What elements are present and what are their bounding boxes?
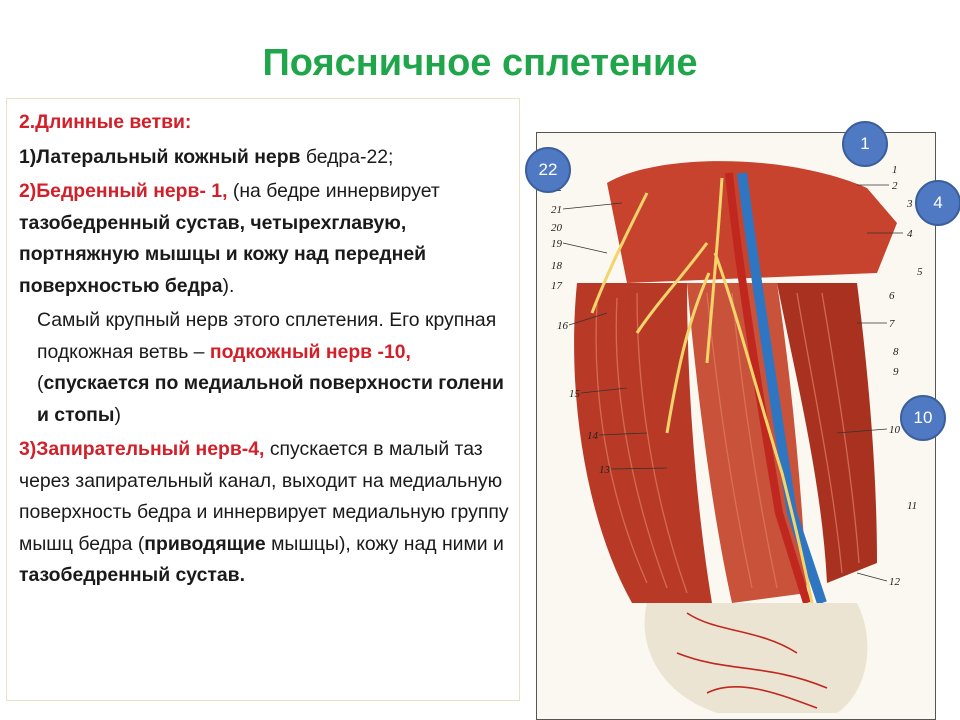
- slide-title: Поясничное сплетение: [262, 42, 698, 84]
- callout-badge-4: 4: [915, 180, 960, 226]
- fig-label-16: 16: [557, 320, 568, 332]
- fig-label-17: 17: [551, 280, 562, 292]
- fig-label-7: 7: [889, 318, 895, 330]
- paragraph-saphenous: Самый крупный нерв этого сплетения. Его крупная подкожная ветвь – подкожный нерв -10, (спускается по медиальной поверхности голени и стопы): [37, 309, 504, 426]
- fig-label-1: 1: [892, 164, 898, 176]
- callout-badge-1: 1: [842, 121, 888, 167]
- fig-label-21: 21: [551, 204, 562, 216]
- fig-label-4: 4: [907, 228, 913, 240]
- item-obturator-nerve: 3)Запирательный нерв-4, спускается в малый таз через запирательный канал, выходит на медиальную поверхность бедра и иннервирует медиальную группу мышц бедра (приводящие мышцы), кожу над ними и тазобедренный сустав.: [19, 438, 509, 586]
- fig-label-19: 19: [551, 238, 562, 250]
- fig-label-15: 15: [569, 388, 580, 400]
- fig-label-5: 5: [917, 266, 923, 278]
- text-panel: [6, 98, 520, 701]
- callout-badge-22: 22: [525, 147, 571, 193]
- fig-label-12: 12: [889, 576, 900, 588]
- fig-label-18: 18: [551, 260, 562, 272]
- section-heading: 2.Длинные ветви:: [19, 111, 192, 133]
- fig-label-3: 3: [907, 198, 913, 210]
- fig-label-11: 11: [907, 500, 918, 512]
- fig-label-9: 9: [893, 366, 899, 378]
- fig-label-13: 13: [599, 464, 610, 476]
- fig-label-14: 14: [587, 430, 598, 442]
- item-femoral-nerve: 2)Бедренный нерв- 1, (на бедре иннервирует тазобедренный сустав, четырехглавую, портняжную мышцы и кожу над передней поверхностью бедра).: [19, 180, 440, 297]
- item-lateral-nerve: 1)Латеральный кожный нерв бедра-22;: [19, 145, 394, 168]
- callout-badge-10: 10: [900, 395, 946, 441]
- fig-label-6: 6: [889, 290, 895, 302]
- fig-label-2: 2: [892, 180, 898, 192]
- anatomy-figure: [536, 132, 936, 720]
- fig-label-8: 8: [893, 346, 899, 358]
- fig-label-20: 20: [551, 222, 562, 234]
- fig-label-10: 10: [889, 424, 900, 436]
- thigh-illustration: [537, 133, 935, 719]
